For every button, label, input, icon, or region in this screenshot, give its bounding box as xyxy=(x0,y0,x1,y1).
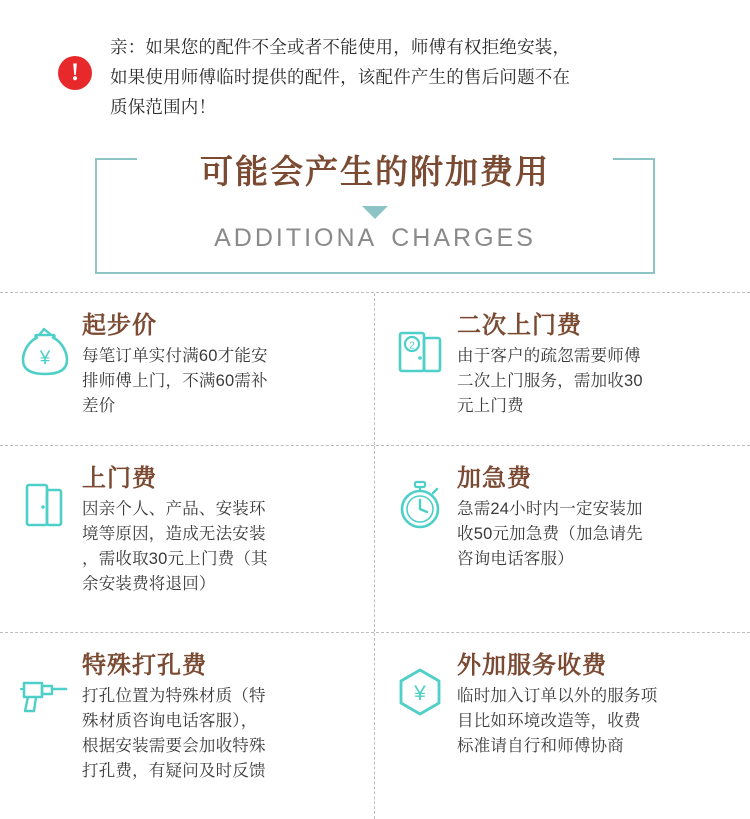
charge-desc-line: 目比如环境改造等，收费 xyxy=(457,712,641,730)
charge-desc xyxy=(457,344,736,419)
charge-body xyxy=(457,651,736,759)
charge-desc-line: 因亲个人、产品、安装环 xyxy=(82,500,266,518)
charge-body xyxy=(457,464,736,572)
stopwatch-icon xyxy=(393,478,447,532)
charge-title: 上门费 xyxy=(82,465,157,492)
charges-row xyxy=(0,293,750,446)
charge-title: 二次上门费 xyxy=(457,312,582,339)
charge-title: 特殊打孔费 xyxy=(82,652,207,679)
charge-desc-line: 余安装费将退回） xyxy=(82,575,216,593)
charge-desc-line: 咨询电话客服） xyxy=(457,550,574,568)
page-subtitle xyxy=(95,224,655,253)
second-visit-door-icon xyxy=(393,325,447,379)
charge-desc-line: 标准请自行和师傅协商 xyxy=(457,737,624,755)
notice-line: 质保范围内！ xyxy=(110,97,217,117)
charge-title: 起步价 xyxy=(82,312,157,339)
charges-grid xyxy=(0,292,750,819)
charge-desc-line: 根据安装需要会加收特殊 xyxy=(82,737,266,755)
charge-desc-line: 二次上门服务，需加收30 xyxy=(457,372,643,390)
svg-text:¥: ¥ xyxy=(39,348,51,369)
charge-desc-line: 殊材质咨询电话客服）， xyxy=(82,712,258,730)
page-title: 可能会产生的附加费用 xyxy=(200,153,550,190)
svg-text:2: 2 xyxy=(409,340,415,352)
page-subtitle-left: ADDITIONA xyxy=(214,224,378,252)
charge-item-visit-fee xyxy=(0,446,375,632)
charge-desc-line: 由于客户的疏忽需要师傅 xyxy=(457,347,641,365)
exclamation-circle-icon: ! xyxy=(58,56,92,90)
door-icon xyxy=(18,478,72,532)
charge-desc-line: 元上门费 xyxy=(457,397,524,415)
notice-line: 亲：如果您的配件不全或者不能使用，师傅有权拒绝安装， xyxy=(110,37,571,57)
extra-service-yuan-icon xyxy=(393,665,447,719)
charge-item-extra-service xyxy=(375,633,750,819)
charge-body xyxy=(82,311,360,419)
charge-body xyxy=(457,311,736,419)
charge-desc-line: 急需24小时内一定安装加 xyxy=(457,500,643,518)
charge-desc-line: 打孔位置为特殊材质（特 xyxy=(82,687,266,705)
charge-desc-line: ，需收取30元上门费（其 xyxy=(82,550,268,568)
charge-desc xyxy=(82,497,360,597)
notice-text xyxy=(110,28,570,122)
charge-body xyxy=(82,651,360,784)
charge-item-second-visit xyxy=(375,293,750,445)
charge-body xyxy=(82,464,360,597)
notice-line: 如果使用师傅临时提供的配件，该配件产生的售后问题不在 xyxy=(110,67,571,87)
charge-item-rush-fee xyxy=(375,446,750,632)
section-header xyxy=(95,153,655,274)
charge-desc xyxy=(82,344,360,419)
charge-desc-line: 收50元加急费（加急请先 xyxy=(457,525,643,543)
charge-desc-line: 每笔订单实付满60才能安 xyxy=(82,347,268,365)
charge-item-starting-price xyxy=(0,293,375,445)
charge-desc-line: 排师傅上门，不满60需补 xyxy=(82,372,268,390)
down-triangle-icon xyxy=(362,206,388,219)
charge-desc-line: 差价 xyxy=(82,397,116,415)
svg-text:¥: ¥ xyxy=(414,682,426,705)
charge-item-special-drilling xyxy=(0,633,375,819)
charge-desc xyxy=(82,684,360,784)
charges-row xyxy=(0,633,750,819)
charge-desc xyxy=(457,684,736,759)
charges-row xyxy=(0,446,750,633)
money-bag-icon xyxy=(18,325,72,379)
drill-icon xyxy=(18,665,72,719)
charge-desc-line: 临时加入订单以外的服务项 xyxy=(457,687,658,705)
charge-title: 外加服务收费 xyxy=(457,652,607,679)
charge-title: 加急费 xyxy=(457,465,532,492)
charge-desc-line: 境等原因，造成无法安装 xyxy=(82,525,266,543)
notice-banner xyxy=(0,0,750,134)
charge-desc-line: 打孔费，有疑问及时反馈 xyxy=(82,762,266,780)
page-subtitle-right: CHARGES xyxy=(391,224,536,252)
charge-desc xyxy=(457,497,736,572)
